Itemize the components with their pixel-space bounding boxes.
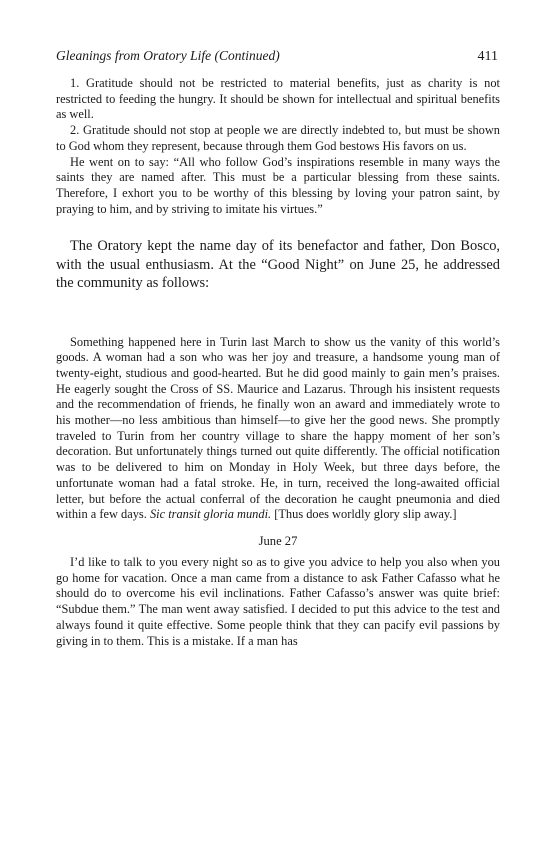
- good-night-june-27: [56, 555, 500, 649]
- latin-phrase: Sic transit gloria mundi.: [149, 507, 272, 522]
- turin-story-text: Something happened here in Turin last March to show us the vanity of this world’s goods. A woman had a son who was her joy and treasure, a handsome young man of twenty-eight, studious and good-hearted. But he did good mainly to gain men’s praises. He eagerly sought the Cross of SS. Maurice and Lazarus. Through his insistent requests and the recommendation of friends, he finally won an award and immediately wrote to his mother—no less ambitious than himself—to give her the good news. She promptly traveled to Turin from her country village to share the happy moment of her son’s decoration. But unfortunately things turned out quite differently. The official notification was to be delivered to him on Monday in Holy Week, but three days before, the unfortunate woman had a fatal stroke. He, in turn, received the long-awaited official letter, but before the actual conferral of the decoration he caught pneumonia and died within a few days.: [56, 334, 500, 522]
- paragraph-turin-story: [56, 335, 500, 523]
- good-night-june-25: [56, 335, 500, 523]
- narrative-text: The Oratory kept the name day of its benefactor and father, Don Bosco, with the usual enthusiasm. At the “Good Night” on June 25, he addressed the community as follows:: [56, 238, 500, 292]
- gratitude-points: [56, 76, 500, 217]
- running-head: [56, 48, 500, 72]
- paragraph-cafasso: I’d like to talk to you every night so as to give you advice to help you also when you go home for vacation. Once a man came from a distance to ask Father Cafasso what he should do to overcome his evil inclinations. Father Cafasso’s answer was quite brief: “Subdue them.” The man went away satisfied. I decided to put this advice to the test and always found it quite effective. Some people think that they can pacify evil passions by giving in to them. This is a mistake. If a man has: [56, 554, 500, 648]
- paragraph-point-1: 1. Gratitude should not be restricted to material benefits, just as charity is not restricted to feeding the hungry. It should be shown for intellectual and spiritual benefits as well.: [56, 76, 500, 122]
- running-title: Gleanings from Oratory Life (Continued): [56, 48, 280, 63]
- page-number: 411: [477, 49, 498, 64]
- latin-translation: [Thus does worldly glory slip away.]: [274, 507, 457, 522]
- paragraph-point-2: 2. Gratitude should not stop at people we are directly indebted to, but must be shown to God whom they represent, because through them God bestows His favors on us.: [56, 123, 500, 153]
- date-heading: June 27: [258, 533, 298, 548]
- book-page: [56, 48, 500, 649]
- narrative-paragraph: [56, 237, 500, 292]
- paragraph-patron-saint: He went on to say: “All who follow God’s inspirations resemble in many ways the saints they are named after. This must be a particular blessing from these saints. Therefore, I exhort you to be worthy of this blessing by loving your patron saint, by praying to him, and by striving to imitate his virtues.”: [56, 154, 500, 216]
